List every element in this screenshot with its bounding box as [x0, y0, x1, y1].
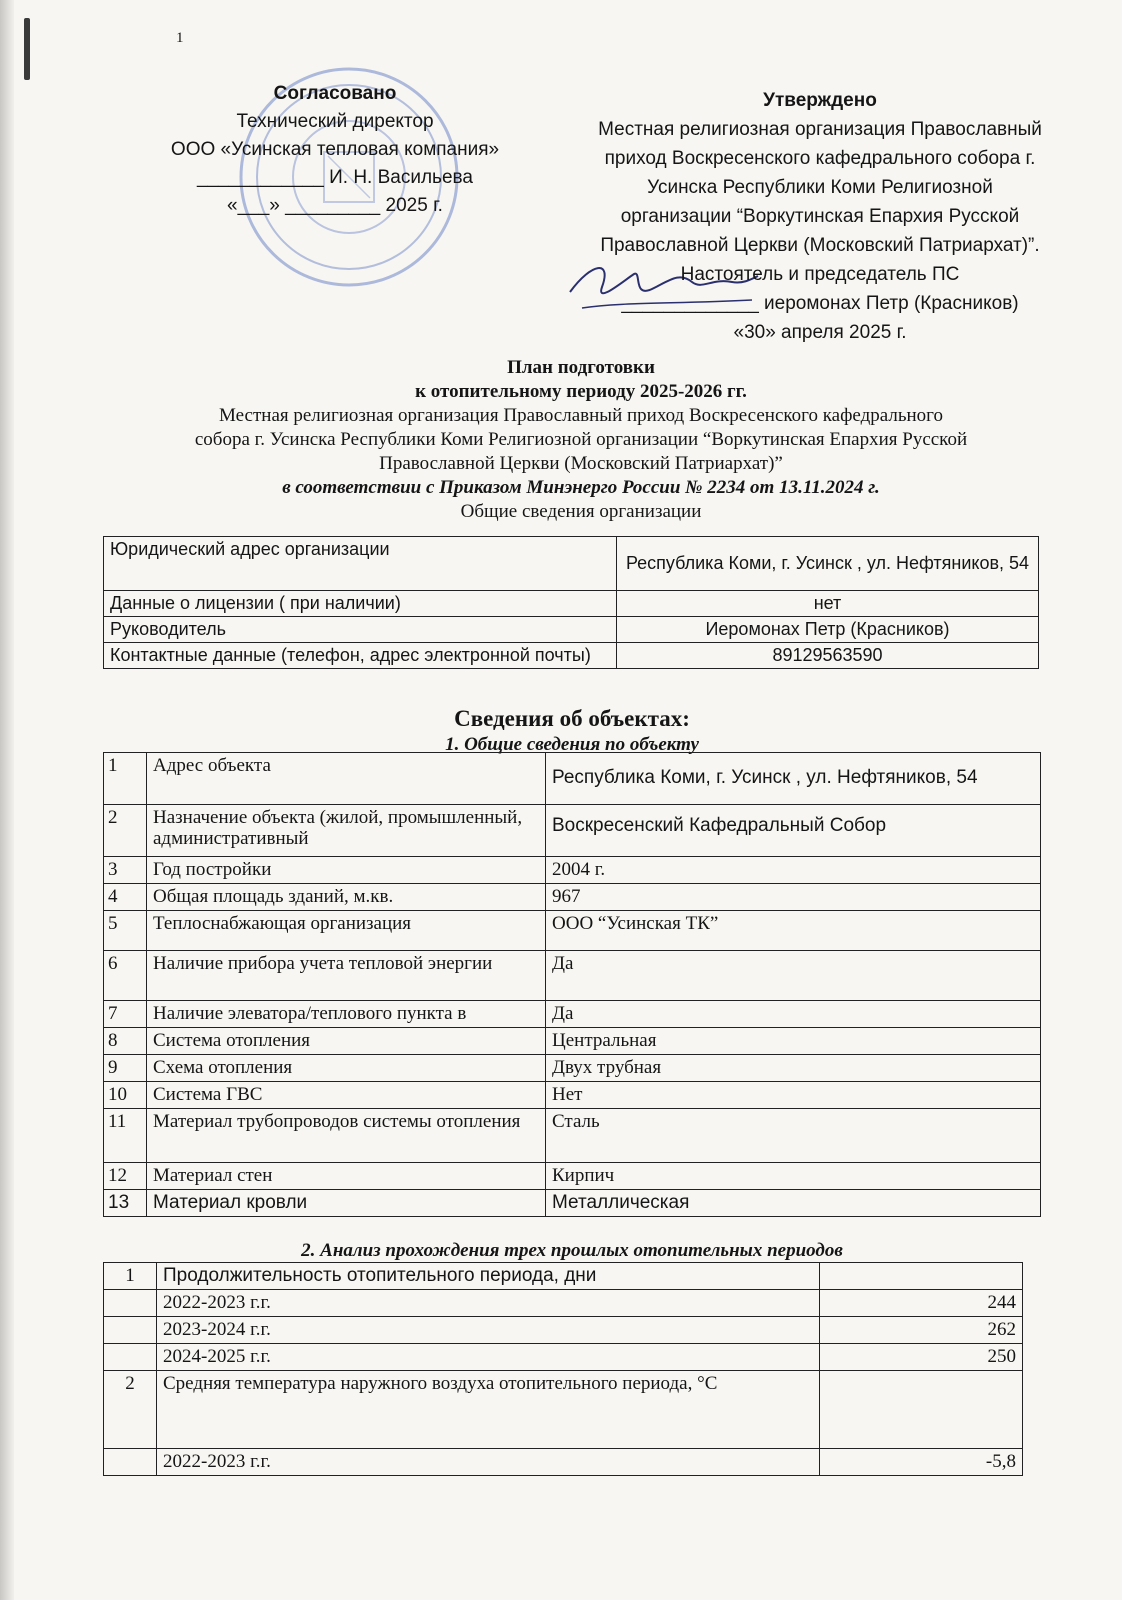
row-number: 1 [104, 1263, 157, 1290]
approved-line: Православной Церкви (Московский Патриархат)”. [600, 235, 1040, 256]
row-number: 12 [104, 1163, 147, 1190]
approved-line: Усинска Республики Коми Религиозной [647, 177, 993, 198]
row-number: 3 [104, 857, 147, 884]
table-row [104, 1055, 1041, 1082]
table-row [104, 1082, 1041, 1109]
row-number [104, 1290, 157, 1317]
table-row [104, 1317, 1023, 1344]
table-cell-label: Назначение объекта (жилой, промышленный, административный [147, 805, 546, 857]
table-cell-value [820, 1263, 1023, 1290]
agreed-line: ____________ И. Н. Васильева [197, 167, 473, 188]
table-cell-label: Наличие элеватора/теплового пункта в [147, 1001, 546, 1028]
document-title: План подготовки [507, 357, 655, 378]
document-title-block [110, 356, 1052, 524]
table-cell-value: 250 [820, 1344, 1023, 1371]
row-number: 2 [104, 805, 147, 857]
table-row [104, 857, 1041, 884]
agreed-line: Технический директор [236, 111, 434, 132]
objects-table [103, 752, 1041, 1217]
table-cell-value: -5,8 [820, 1449, 1023, 1476]
table-cell-label: Данные о лицензии ( при наличии) [104, 591, 617, 617]
table-cell-label: Руководитель [104, 617, 617, 643]
table-row [104, 591, 1039, 617]
table-row [104, 1371, 1023, 1449]
table-row [104, 537, 1039, 591]
row-number: 10 [104, 1082, 147, 1109]
table-row [104, 951, 1041, 1001]
table-cell-label: Контактные данные (телефон, адрес электронной почты) [104, 643, 617, 669]
table-row [104, 1290, 1023, 1317]
agreed-heading: Согласовано [273, 83, 397, 104]
table-row [104, 1163, 1041, 1190]
row-number: 7 [104, 1001, 147, 1028]
table-row [104, 1344, 1023, 1371]
approved-line: Настоятель и председатель ПС [680, 264, 960, 285]
table-cell-label: Адрес объекта [147, 753, 546, 805]
table-row [104, 911, 1041, 951]
approved-heading: Утверждено [763, 90, 877, 111]
row-number: 9 [104, 1055, 147, 1082]
table-row [104, 617, 1039, 643]
table-row [104, 1109, 1041, 1163]
table-cell-value: Воскресенский Кафедральный Собор [546, 805, 1041, 857]
objects-heading: Сведения об объектах: [454, 706, 690, 731]
table-cell-value: Сталь [546, 1109, 1041, 1163]
table-cell-label: 2023-2024 г.г. [157, 1317, 820, 1344]
binder-mark [24, 18, 30, 80]
agreed-block [140, 80, 530, 220]
table-cell-label: Теплоснабжающая организация [147, 911, 546, 951]
table-cell-label: Материал кровли [147, 1190, 546, 1217]
table-cell-value [820, 1371, 1023, 1449]
row-number [104, 1449, 157, 1476]
table-row [104, 1449, 1023, 1476]
table-cell-label: Система ГВС [147, 1082, 546, 1109]
table-cell-value: Центральная [546, 1028, 1041, 1055]
table-cell-label: Средняя температура наружного воздуха отопительного периода, °С [157, 1371, 820, 1449]
table-row [104, 1190, 1041, 1217]
row-number: 6 [104, 951, 147, 1001]
agreed-line: «___» _________ 2025 г. [227, 195, 443, 216]
approved-line: приход Воскресенского кафедрального собора г. [604, 148, 1036, 169]
table-cell-value: нет [617, 591, 1039, 617]
row-number: 8 [104, 1028, 147, 1055]
table-cell-label: Материал трубопроводов системы отопления [147, 1109, 546, 1163]
table-cell-value: Иеромонах Петр (Красников) [617, 617, 1039, 643]
table-cell-label: Год постройки [147, 857, 546, 884]
order-reference: в соответствии с Приказом Минэнерго России № 2234 от 13.11.2024 г. [282, 477, 880, 498]
document-subtitle: к отопительному периоду 2025-2026 гг. [415, 381, 747, 402]
table-cell-value: 244 [820, 1290, 1023, 1317]
row-number: 13 [104, 1190, 147, 1217]
row-number: 4 [104, 884, 147, 911]
table-cell-value: Двух трубная [546, 1055, 1041, 1082]
table-cell-value: Кирпич [546, 1163, 1041, 1190]
table-row [104, 1001, 1041, 1028]
table-row [104, 643, 1039, 669]
table-cell-label: Наличие прибора учета тепловой энергии [147, 951, 546, 1001]
table-row [104, 805, 1041, 857]
table-cell-label: 2022-2023 г.г. [157, 1449, 820, 1476]
table-cell-label: Продолжительность отопительного периода, дни [157, 1263, 820, 1290]
table-cell-value: Республика Коми, г. Усинск , ул. Нефтяников, 54 [617, 537, 1039, 591]
table-cell-value: Республика Коми, г. Усинск , ул. Нефтяников, 54 [546, 753, 1041, 805]
page-number: 1 [176, 30, 184, 46]
table-row [104, 884, 1041, 911]
row-number: 5 [104, 911, 147, 951]
table-cell-label: Система отопления [147, 1028, 546, 1055]
table-cell-value: 2004 г. [546, 857, 1041, 884]
table-cell-label: 2022-2023 г.г. [157, 1290, 820, 1317]
table-cell-label: Схема отопления [147, 1055, 546, 1082]
table-cell-value: Да [546, 1001, 1041, 1028]
table-cell-value: ООО “Усинская ТК” [546, 911, 1041, 951]
organization-name-line: собора г. Усинска Республики Коми Религиозной организации “Воркутинская Епархия Русской [194, 429, 968, 450]
row-number: 2 [104, 1371, 157, 1449]
objects-subheading: 1. Общие сведения по объекту [445, 734, 699, 755]
page-left-edge [0, 0, 14, 1600]
table-row [104, 1028, 1041, 1055]
row-number: 11 [104, 1109, 147, 1163]
table-cell-label: 2024-2025 г.г. [157, 1344, 820, 1371]
table-row [104, 753, 1041, 805]
approved-line: _____________ иеромонах Петр (Красников) [621, 293, 1019, 314]
table-cell-value: 89129563590 [617, 643, 1039, 669]
row-number [104, 1344, 157, 1371]
table-cell-value: 967 [546, 884, 1041, 911]
row-number [104, 1317, 157, 1344]
approved-line: организации “Воркутинская Епархия Русской [620, 206, 1020, 227]
analysis-heading: 2. Анализ прохождения трех прошлых отопительных периодов [301, 1240, 843, 1261]
table-cell-label: Юридический адрес организации [104, 537, 617, 591]
approved-block [560, 86, 1080, 347]
approved-line: Местная религиозная организация Православный [598, 119, 1042, 140]
table-cell-value: Нет [546, 1082, 1041, 1109]
general-info-table [103, 536, 1039, 669]
table-cell-label: Общая площадь зданий, м.кв. [147, 884, 546, 911]
approved-line: «30» апреля 2025 г. [733, 322, 907, 343]
table-row [104, 1263, 1023, 1290]
table-cell-value: 262 [820, 1317, 1023, 1344]
agreed-line: ООО «Усинская тепловая компания» [170, 139, 500, 160]
table-cell-value: Металлическая [546, 1190, 1041, 1217]
table-cell-label: Материал стен [147, 1163, 546, 1190]
row-number: 1 [104, 753, 147, 805]
organization-name-line: Местная религиозная организация Православный приход Воскресенского кафедрального [219, 405, 943, 426]
general-info-caption: Общие сведения организации [460, 501, 702, 522]
organization-name-line: Православной Церкви (Московский Патриархат)” [379, 453, 783, 474]
table-cell-value: Да [546, 951, 1041, 1001]
analysis-table [103, 1262, 1023, 1476]
